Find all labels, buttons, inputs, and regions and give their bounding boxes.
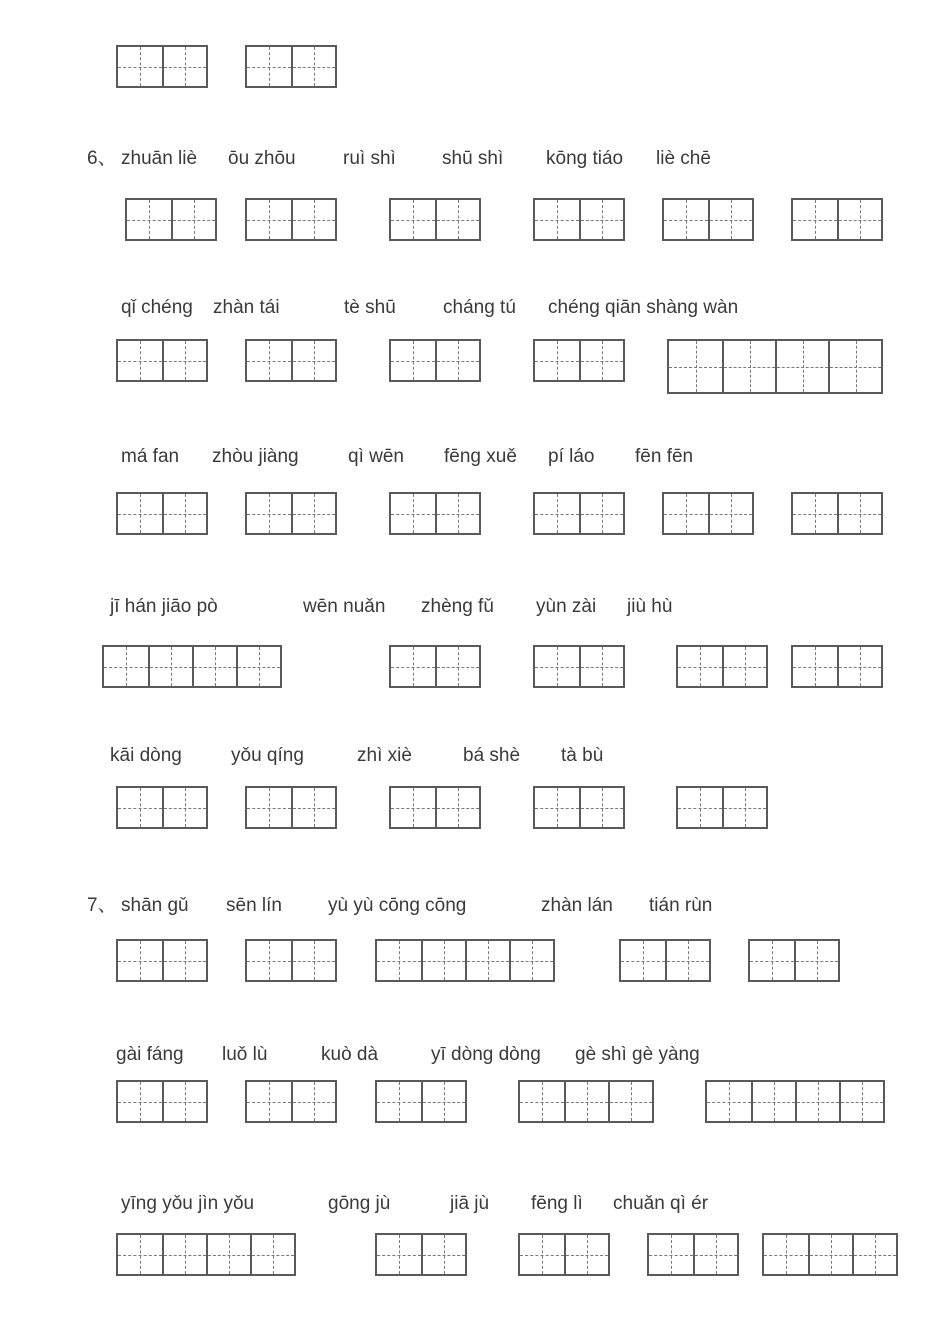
writing-grid[interactable]	[791, 645, 883, 688]
pinyin-word: shān gǔ	[121, 895, 189, 916]
character-cell[interactable]	[192, 647, 236, 686]
character-cell[interactable]	[795, 1082, 839, 1121]
pinyin-word: qǐ chéng	[121, 297, 193, 318]
character-cell[interactable]	[391, 494, 435, 533]
character-cell[interactable]	[535, 647, 579, 686]
pinyin-word: má fan	[121, 446, 180, 467]
character-cell[interactable]	[236, 647, 280, 686]
character-cell[interactable]	[708, 200, 752, 239]
character-cell[interactable]	[535, 788, 579, 827]
character-cell[interactable]	[435, 647, 479, 686]
character-cell[interactable]	[764, 1235, 808, 1274]
character-cell[interactable]	[708, 494, 752, 533]
writing-grid[interactable]	[116, 492, 208, 535]
character-cell[interactable]	[377, 1235, 421, 1274]
character-cell[interactable]	[750, 941, 794, 980]
writing-grid[interactable]	[533, 786, 625, 829]
character-cell[interactable]	[250, 1235, 294, 1274]
pinyin-word: gè shì gè yàng	[575, 1044, 700, 1065]
writing-grid[interactable]	[389, 645, 481, 688]
pinyin-word: jiā jù	[450, 1193, 490, 1214]
character-cell[interactable]	[162, 1235, 206, 1274]
character-cell[interactable]	[608, 1082, 652, 1121]
pinyin-word: ruì shì	[343, 148, 396, 169]
pinyin-word: pí láo	[548, 446, 595, 467]
pinyin-word: ōu zhōu	[228, 148, 296, 169]
character-cell[interactable]	[520, 1082, 564, 1121]
character-cell[interactable]	[435, 341, 479, 380]
character-cell[interactable]	[162, 341, 206, 380]
character-cell[interactable]	[579, 494, 623, 533]
character-cell[interactable]	[291, 341, 335, 380]
character-cell[interactable]	[162, 47, 206, 86]
character-cell[interactable]	[669, 341, 722, 392]
character-cell[interactable]	[118, 341, 162, 380]
character-cell[interactable]	[808, 1235, 852, 1274]
character-cell[interactable]	[391, 341, 435, 380]
character-cell[interactable]	[793, 200, 837, 239]
character-cell[interactable]	[391, 647, 435, 686]
character-cell[interactable]	[291, 200, 335, 239]
character-cell[interactable]	[535, 494, 579, 533]
character-cell[interactable]	[171, 200, 215, 239]
writing-grid[interactable]	[389, 786, 481, 829]
pinyin-word: yī dòng dòng	[431, 1044, 541, 1065]
character-cell[interactable]	[775, 341, 828, 392]
pinyin-word: shū shì	[442, 148, 504, 169]
writing-grid[interactable]	[245, 45, 337, 88]
writing-grid[interactable]	[116, 45, 208, 88]
writing-grid[interactable]	[245, 198, 337, 241]
character-cell[interactable]	[118, 788, 162, 827]
character-cell[interactable]	[664, 200, 708, 239]
character-cell[interactable]	[127, 200, 171, 239]
character-cell[interactable]	[664, 494, 708, 533]
character-cell[interactable]	[837, 200, 881, 239]
character-cell[interactable]	[118, 1235, 162, 1274]
writing-grid[interactable]	[245, 1080, 337, 1123]
pinyin-word: bá shè	[463, 745, 521, 766]
character-cell[interactable]	[118, 1082, 162, 1121]
character-cell[interactable]	[793, 647, 837, 686]
writing-grid[interactable]	[245, 786, 337, 829]
writing-grid[interactable]	[116, 339, 208, 382]
character-cell[interactable]	[291, 941, 335, 980]
pinyin-word: zhèng fǔ	[421, 596, 494, 617]
pinyin-word: liè chē	[656, 148, 711, 169]
writing-grid[interactable]	[389, 492, 481, 535]
character-cell[interactable]	[291, 1082, 335, 1121]
pinyin-word: chéng qiān shàng wàn	[548, 297, 739, 318]
writing-grid[interactable]	[676, 786, 768, 829]
pinyin-word: wēn nuǎn	[303, 596, 386, 617]
character-cell[interactable]	[148, 647, 192, 686]
character-cell[interactable]	[520, 1235, 564, 1274]
character-cell[interactable]	[465, 941, 509, 980]
pinyin-word: kāi dòng	[110, 745, 182, 766]
character-cell[interactable]	[564, 1235, 608, 1274]
character-cell[interactable]	[421, 941, 465, 980]
pinyin-word: yīng yǒu jìn yǒu	[121, 1193, 255, 1214]
pinyin-word: zhì xiè	[357, 745, 412, 766]
writing-grid[interactable]	[116, 1233, 296, 1276]
character-cell[interactable]	[707, 1082, 751, 1121]
writing-grid[interactable]	[533, 339, 625, 382]
writing-grid[interactable]	[389, 198, 481, 241]
pinyin-word: tián rùn	[649, 895, 713, 916]
character-cell[interactable]	[579, 788, 623, 827]
writing-grid[interactable]	[375, 1080, 467, 1123]
writing-grid[interactable]	[748, 939, 840, 982]
pinyin-word: cháng tú	[443, 297, 516, 318]
pinyin-word: zhàn lán	[541, 895, 613, 916]
writing-grid[interactable]	[533, 492, 625, 535]
character-cell[interactable]	[837, 494, 881, 533]
pinyin-word: zhuān liè	[121, 148, 198, 169]
character-cell[interactable]	[621, 941, 665, 980]
character-cell[interactable]	[751, 1082, 795, 1121]
writing-grid[interactable]	[518, 1080, 654, 1123]
character-cell[interactable]	[678, 647, 722, 686]
character-cell[interactable]	[793, 494, 837, 533]
character-cell[interactable]	[435, 788, 479, 827]
character-cell[interactable]	[535, 341, 579, 380]
character-cell[interactable]	[722, 788, 766, 827]
writing-grid[interactable]	[533, 645, 625, 688]
pinyin-word: tè shū	[344, 297, 396, 318]
writing-grid[interactable]	[791, 198, 883, 241]
writing-grid[interactable]	[102, 645, 282, 688]
character-cell[interactable]	[118, 47, 162, 86]
character-cell[interactable]	[118, 941, 162, 980]
character-cell[interactable]	[421, 1082, 465, 1121]
character-cell[interactable]	[162, 1082, 206, 1121]
pinyin-word: gài fáng	[116, 1044, 184, 1065]
writing-grid[interactable]	[705, 1080, 885, 1123]
character-cell[interactable]	[162, 494, 206, 533]
character-cell[interactable]	[162, 788, 206, 827]
character-cell[interactable]	[579, 647, 623, 686]
character-cell[interactable]	[649, 1235, 693, 1274]
character-cell[interactable]	[104, 647, 148, 686]
pinyin-word: fēn fēn	[635, 446, 694, 467]
pinyin-word: zhòu jiàng	[212, 446, 299, 467]
character-cell[interactable]	[837, 647, 881, 686]
character-cell[interactable]	[118, 494, 162, 533]
character-cell[interactable]	[247, 788, 291, 827]
character-cell[interactable]	[852, 1235, 896, 1274]
writing-grid[interactable]	[375, 939, 555, 982]
character-cell[interactable]	[391, 788, 435, 827]
pinyin-word: fēng lì	[531, 1193, 583, 1214]
character-cell[interactable]	[435, 494, 479, 533]
character-cell[interactable]	[828, 341, 881, 392]
writing-grid[interactable]	[116, 786, 208, 829]
writing-grid[interactable]	[647, 1233, 739, 1276]
character-cell[interactable]	[206, 1235, 250, 1274]
character-cell[interactable]	[291, 788, 335, 827]
character-cell[interactable]	[247, 494, 291, 533]
writing-grid[interactable]	[662, 492, 754, 535]
pinyin-word: sēn lín	[226, 895, 282, 916]
writing-grid[interactable]	[791, 492, 883, 535]
character-cell[interactable]	[693, 1235, 737, 1274]
writing-grid[interactable]	[662, 198, 754, 241]
character-cell[interactable]	[579, 341, 623, 380]
character-cell[interactable]	[162, 941, 206, 980]
character-cell[interactable]	[247, 1082, 291, 1121]
writing-grid[interactable]	[667, 339, 883, 394]
character-cell[interactable]	[722, 341, 775, 392]
pinyin-word: yù yù cōng cōng	[328, 895, 467, 916]
pinyin-word: kuò dà	[321, 1044, 379, 1065]
character-cell[interactable]	[665, 941, 709, 980]
character-cell[interactable]	[435, 200, 479, 239]
writing-grid[interactable]	[619, 939, 711, 982]
writing-grid[interactable]	[245, 339, 337, 382]
character-cell[interactable]	[678, 788, 722, 827]
writing-grid[interactable]	[762, 1233, 898, 1276]
pinyin-word: gōng jù	[328, 1193, 391, 1214]
pinyin-word: kōng tiáo	[546, 148, 624, 169]
writing-grid[interactable]	[533, 198, 625, 241]
writing-grid[interactable]	[116, 939, 208, 982]
writing-grid[interactable]	[389, 339, 481, 382]
character-cell[interactable]	[247, 341, 291, 380]
pinyin-word: fēng xuě	[444, 446, 517, 467]
pinyin-word: zhàn tái	[213, 297, 280, 318]
character-cell[interactable]	[377, 941, 421, 980]
writing-grid[interactable]	[676, 645, 768, 688]
pinyin-word: yùn zài	[536, 596, 597, 617]
character-cell[interactable]	[564, 1082, 608, 1121]
character-cell[interactable]	[391, 200, 435, 239]
section-number: 7、	[87, 895, 117, 916]
character-cell[interactable]	[247, 200, 291, 239]
character-cell[interactable]	[247, 47, 291, 86]
pinyin-word: yǒu qíng	[231, 745, 304, 766]
character-cell[interactable]	[377, 1082, 421, 1121]
pinyin-word: tà bù	[561, 745, 604, 766]
pinyin-word: qì wēn	[348, 446, 404, 467]
writing-grid[interactable]	[125, 198, 217, 241]
section-number: 6、	[87, 148, 117, 169]
character-cell[interactable]	[421, 1235, 465, 1274]
pinyin-word: jī hán jiāo pò	[110, 596, 218, 617]
pinyin-word: luǒ lù	[222, 1044, 268, 1065]
writing-grid[interactable]	[375, 1233, 467, 1276]
character-cell[interactable]	[291, 47, 335, 86]
character-cell[interactable]	[509, 941, 553, 980]
pinyin-word: jiù hù	[627, 596, 673, 617]
character-cell[interactable]	[247, 941, 291, 980]
character-cell[interactable]	[722, 647, 766, 686]
writing-grid[interactable]	[245, 939, 337, 982]
character-cell[interactable]	[579, 200, 623, 239]
writing-grid[interactable]	[245, 492, 337, 535]
character-cell[interactable]	[839, 1082, 883, 1121]
character-cell[interactable]	[291, 494, 335, 533]
writing-grid[interactable]	[518, 1233, 610, 1276]
character-cell[interactable]	[535, 200, 579, 239]
writing-grid[interactable]	[116, 1080, 208, 1123]
pinyin-word: chuǎn qì ér	[613, 1193, 709, 1214]
character-cell[interactable]	[794, 941, 838, 980]
